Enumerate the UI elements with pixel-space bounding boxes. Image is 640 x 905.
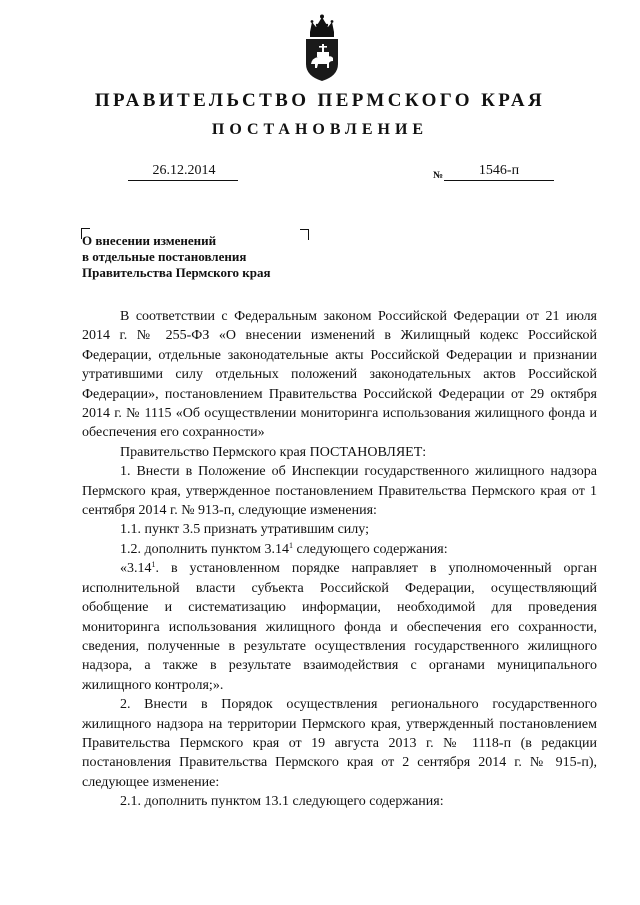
quoted-clause-superscript: 1 [151, 560, 156, 570]
item-1-2-superscript: 1 [289, 540, 294, 550]
item-1-2-tail: следующего содержания: [293, 541, 448, 557]
subject-line-3: Правительства Пермского края [82, 265, 271, 280]
subject-line-2: в отдельные постановления [82, 249, 247, 264]
document-body [82, 307, 597, 812]
subject-line-1: О внесении изменений [82, 233, 217, 248]
item-2-paragraph: 2. Внести в Порядок осуществления регионального государственного жилищного надзора на территории Пермского края, утвержденный постановлением Правительства Пермского края от 19 августа 2013 г. № 1118-п (в редакции постановления Правительства Пермского края от 2 сентября 2014 г. № 915-п), следующее изменение: [82, 697, 597, 790]
item-2-1-paragraph: 2.1. дополнить пунктом 13.1 следующего содержания: [120, 794, 444, 810]
item-1-2-paragraph [82, 540, 597, 559]
decree-paragraph: Правительство Пермского края ПОСТАНОВЛЯЕТ: [120, 444, 427, 460]
perm-coat-of-arms-icon [301, 14, 343, 82]
number-sign: № [433, 170, 444, 181]
document-type: ПОСТАНОВЛЕНИЕ [211, 121, 429, 138]
quoted-clause-paragraph [82, 559, 597, 695]
quoted-clause-text: . в установленном порядке направляет в уполномоченный орган исполнительной власти субъекта Российской Федерации, осуществляющий обобщение и систематизацию информации, необходимой для проведения мониторинга использования жилищного фонда и обеспечения его сохранности, сведения, полученные в результате осуществления государственного жилищного надзора, а также в результате взаимодействия с органами муниципального жилищного контроля;». [82, 561, 597, 693]
organization-name: ПРАВИТЕЛЬСТВО ПЕРМСКОГО КРАЯ [94, 90, 546, 111]
item-1-paragraph: 1. Внести в Положение об Инспекции государственного жилищного надзора Пермского края, утвержденное постановлением Правительства Пермского края от 1 сентября 2014 г. № 913-п, следующие изменения: [82, 464, 597, 519]
document-number: 1546-п [444, 162, 554, 181]
item-1-1-paragraph: 1.1. пункт 3.5 признать утратившим силу; [120, 522, 369, 538]
preamble-paragraph: В соответствии с Федеральным законом Российской Федерации от 21 июля 2014 г. № 255-ФЗ «О внесении изменений в Жилищный кодекс Российской Федерации, отдельные законодательные акты Российской Федерации и признании утратившими силу отдельных положений законодательных актов Российской Федерации», постановлением Правительства Российской Федерации от 29 октября 2014 г. № 1115 «Об осуществлении мониторинга использования жилищного фонда и обеспечения его сохранности» [82, 309, 597, 441]
document-date: 26.12.2014 [128, 162, 238, 181]
item-1-2-text: 1.2. дополнить пунктом 3.14 [120, 541, 290, 557]
quoted-clause-number: «3.14 [120, 561, 152, 577]
document-subject [82, 233, 342, 281]
